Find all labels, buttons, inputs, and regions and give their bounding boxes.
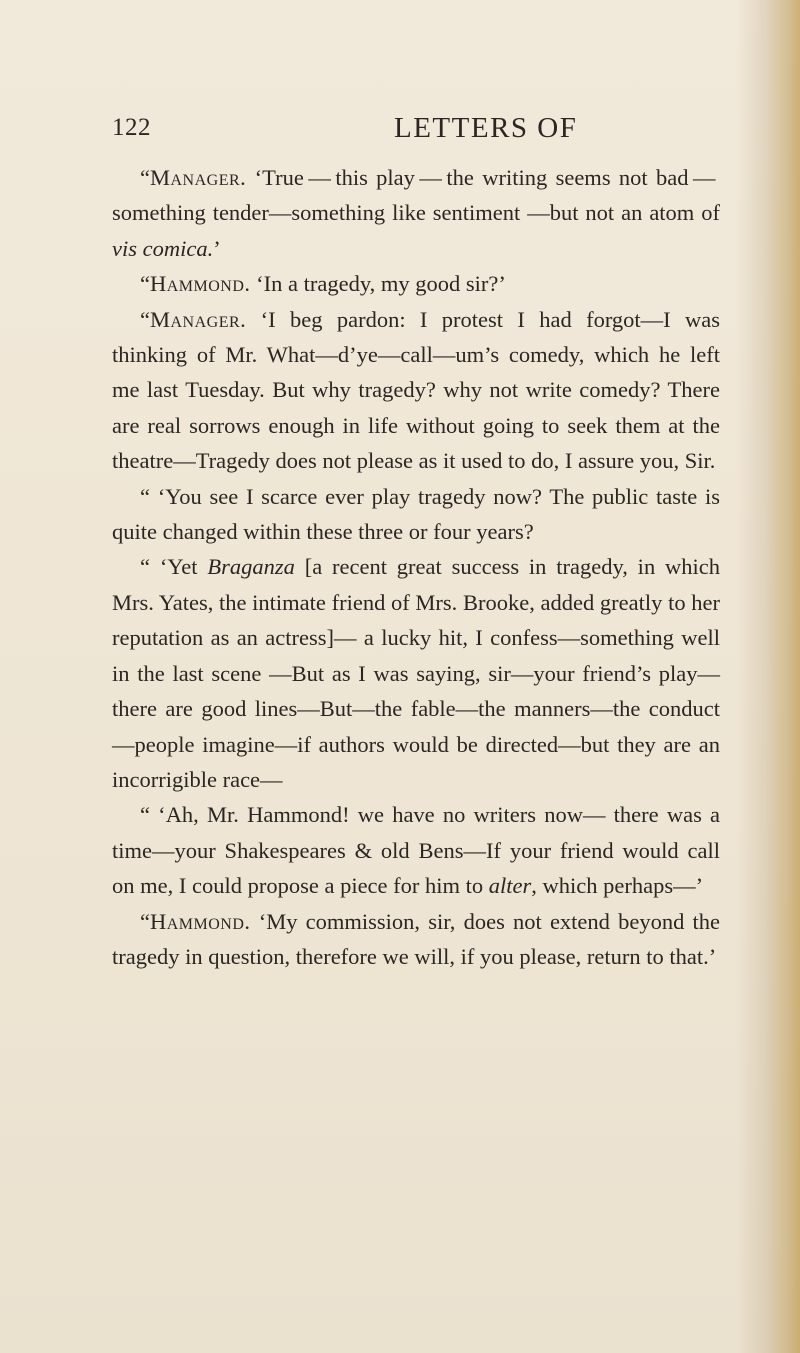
paragraph-text: ’ (213, 235, 221, 261)
paragraph-text: Yet (167, 554, 208, 580)
open-quote: “ (140, 306, 150, 332)
speaker-name: Hammond. (150, 271, 251, 297)
paragraph-text: ‘My commission, sir, does not extend beyond the tragedy in question, therefore we will, if you please, return to that.’ (112, 908, 720, 969)
paragraph (112, 266, 720, 301)
open-quote: “ ‘ (140, 802, 166, 828)
paragraph-text: You see I scarce ever play tragedy now? The public taste is quite changed within these three or four years? (112, 483, 721, 545)
paragraph (112, 549, 720, 797)
italic-text: vis comica. (112, 235, 214, 261)
speaker-name: Manager. (150, 306, 247, 332)
paragraph (112, 302, 720, 479)
body-text (112, 160, 720, 974)
paragraph (112, 904, 720, 975)
page-edge-shading (766, 0, 800, 1353)
paragraph-text: [a recent great success in tragedy, in which Mrs. Yates, the intimate friend of Mrs. Brooke, added greatly to her reputation as an actress]— a lucky hit, I confess—something well in the last scene —But as I was saying, sir—your friend’s play—there are good lines—But—the fable—the manners—the conduct—people imagine—if authors would be directed—but they are an incorrigible race— (112, 554, 721, 792)
open-quote: “ (140, 908, 150, 934)
open-quote: “ (140, 165, 150, 190)
open-quote: “ ‘ (140, 554, 168, 580)
paragraph-text: ‘In a tragedy, my good sir?’ (250, 271, 506, 297)
paragraph (112, 797, 720, 903)
speaker-name: Manager. (150, 165, 247, 190)
speaker-name: Hammond. (150, 908, 251, 934)
paragraph (112, 160, 720, 266)
open-quote: “ ‘ (140, 483, 166, 509)
paragraph-text: ‘I beg pardon: I protest I had forgot—I was thinking of Mr. What—d’ye—call—um’s comedy, which he left me last Tuesday. But why tragedy? why not write comedy? There are real sorrows enough in life without going to seek them at the theatre—Tragedy does not please as it used to do, I assure you, Sir. (112, 306, 720, 474)
paragraph-text: ‘True — this play — the writing seems not bad — something tender—something like sentiment —but not an atom of (112, 165, 720, 226)
paragraph-text: Ah, Mr. Hammond! we have no writers now— there was a time—your Shakespeares & old Bens—If your friend would call on me, I could propose a piece for him to (112, 802, 721, 899)
running-title: LETTERS OF (394, 112, 578, 144)
page-number: 122 (112, 114, 151, 141)
open-quote: “ (140, 271, 150, 297)
page-header (112, 112, 712, 152)
italic-text: alter (488, 873, 532, 899)
italic-text: Braganza (207, 554, 295, 580)
paragraph (112, 479, 720, 550)
paragraph-text: , which perhaps—’ (531, 873, 704, 899)
